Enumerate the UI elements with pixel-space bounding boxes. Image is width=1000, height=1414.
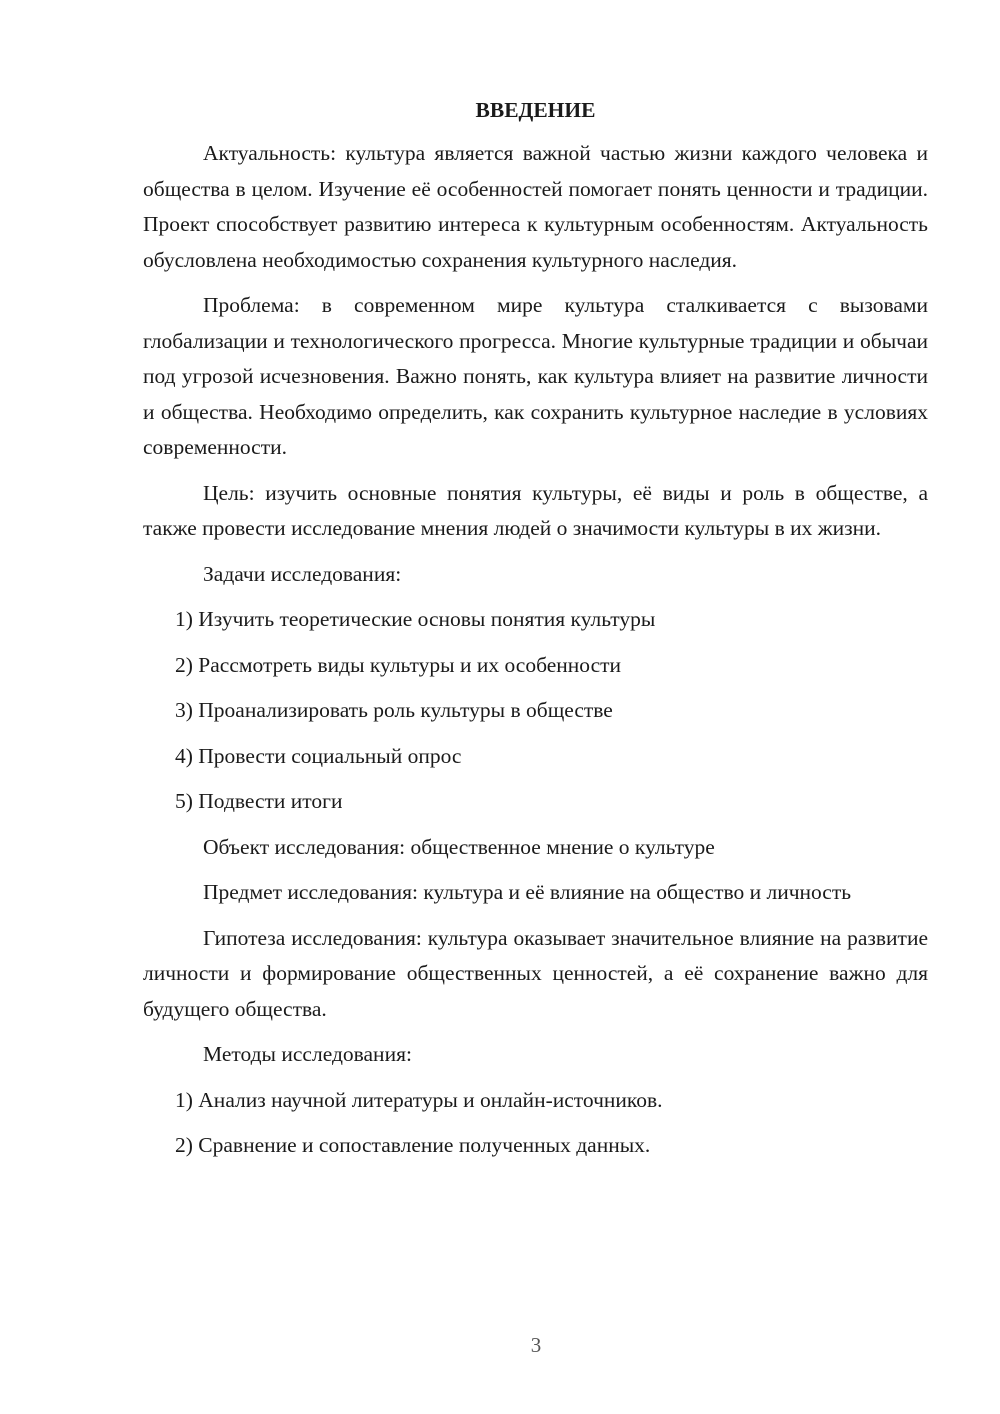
list-item: 3) Проанализировать роль культуры в обществе	[175, 698, 613, 722]
hypothesis-paragraph: Гипотеза исследования: культура оказывает значительное влияние на развитие личности и формирование общественных ценностей, а её сохранение важно для будущего общества.	[143, 925, 928, 1021]
tasks-list	[143, 602, 928, 820]
list-item: 2) Рассмотреть виды культуры и их особенности	[175, 652, 622, 677]
relevance-paragraph: Актуальность: культура является важной частью жизни каждого человека и общества в целом. Изучение её особенностей помогает понять ценности и традиции. Проект способствует развитию интереса к культурным особенностям. Актуальность обусловлена необходимостью сохранения культурного наследия.	[143, 141, 928, 272]
object-paragraph: Объект исследования: общественное мнение о культуре	[203, 834, 715, 859]
section-title: ВВЕДЕНИЕ	[475, 98, 596, 122]
list-item: 1) Анализ научной литературы и онлайн-источников.	[175, 1087, 663, 1112]
problem-paragraph: Проблема: в современном мире культура сталкивается с вызовами глобализации и технологического прогресса. Многие культурные традиции и обычаи под угрозой исчезновения. Важно понять, как культура влияет на развитие личности и общества. Необходимо определить, как сохранить культурное наследие в условиях современности.	[143, 293, 928, 459]
tasks-heading: Задачи исследования:	[203, 561, 402, 586]
list-item: 1) Изучить теоретические основы понятия культуры	[175, 607, 656, 631]
list-item: 5) Подвести итоги	[175, 789, 343, 813]
list-item: 4) Провести социальный опрос	[175, 743, 462, 768]
document-page	[143, 92, 928, 1174]
subject-paragraph: Предмет исследования: культура и её влияние на общество и личность	[203, 880, 852, 904]
methods-list	[143, 1083, 928, 1164]
methods-heading: Методы исследования:	[203, 1042, 412, 1066]
list-item: 2) Сравнение и сопоставление полученных данных.	[175, 1133, 651, 1157]
goal-paragraph: Цель: изучить основные понятия культуры, её виды и роль в обществе, а также провести исследование мнения людей о значимости культуры в их жизни.	[143, 480, 928, 540]
page-number: 3	[530, 1333, 542, 1357]
